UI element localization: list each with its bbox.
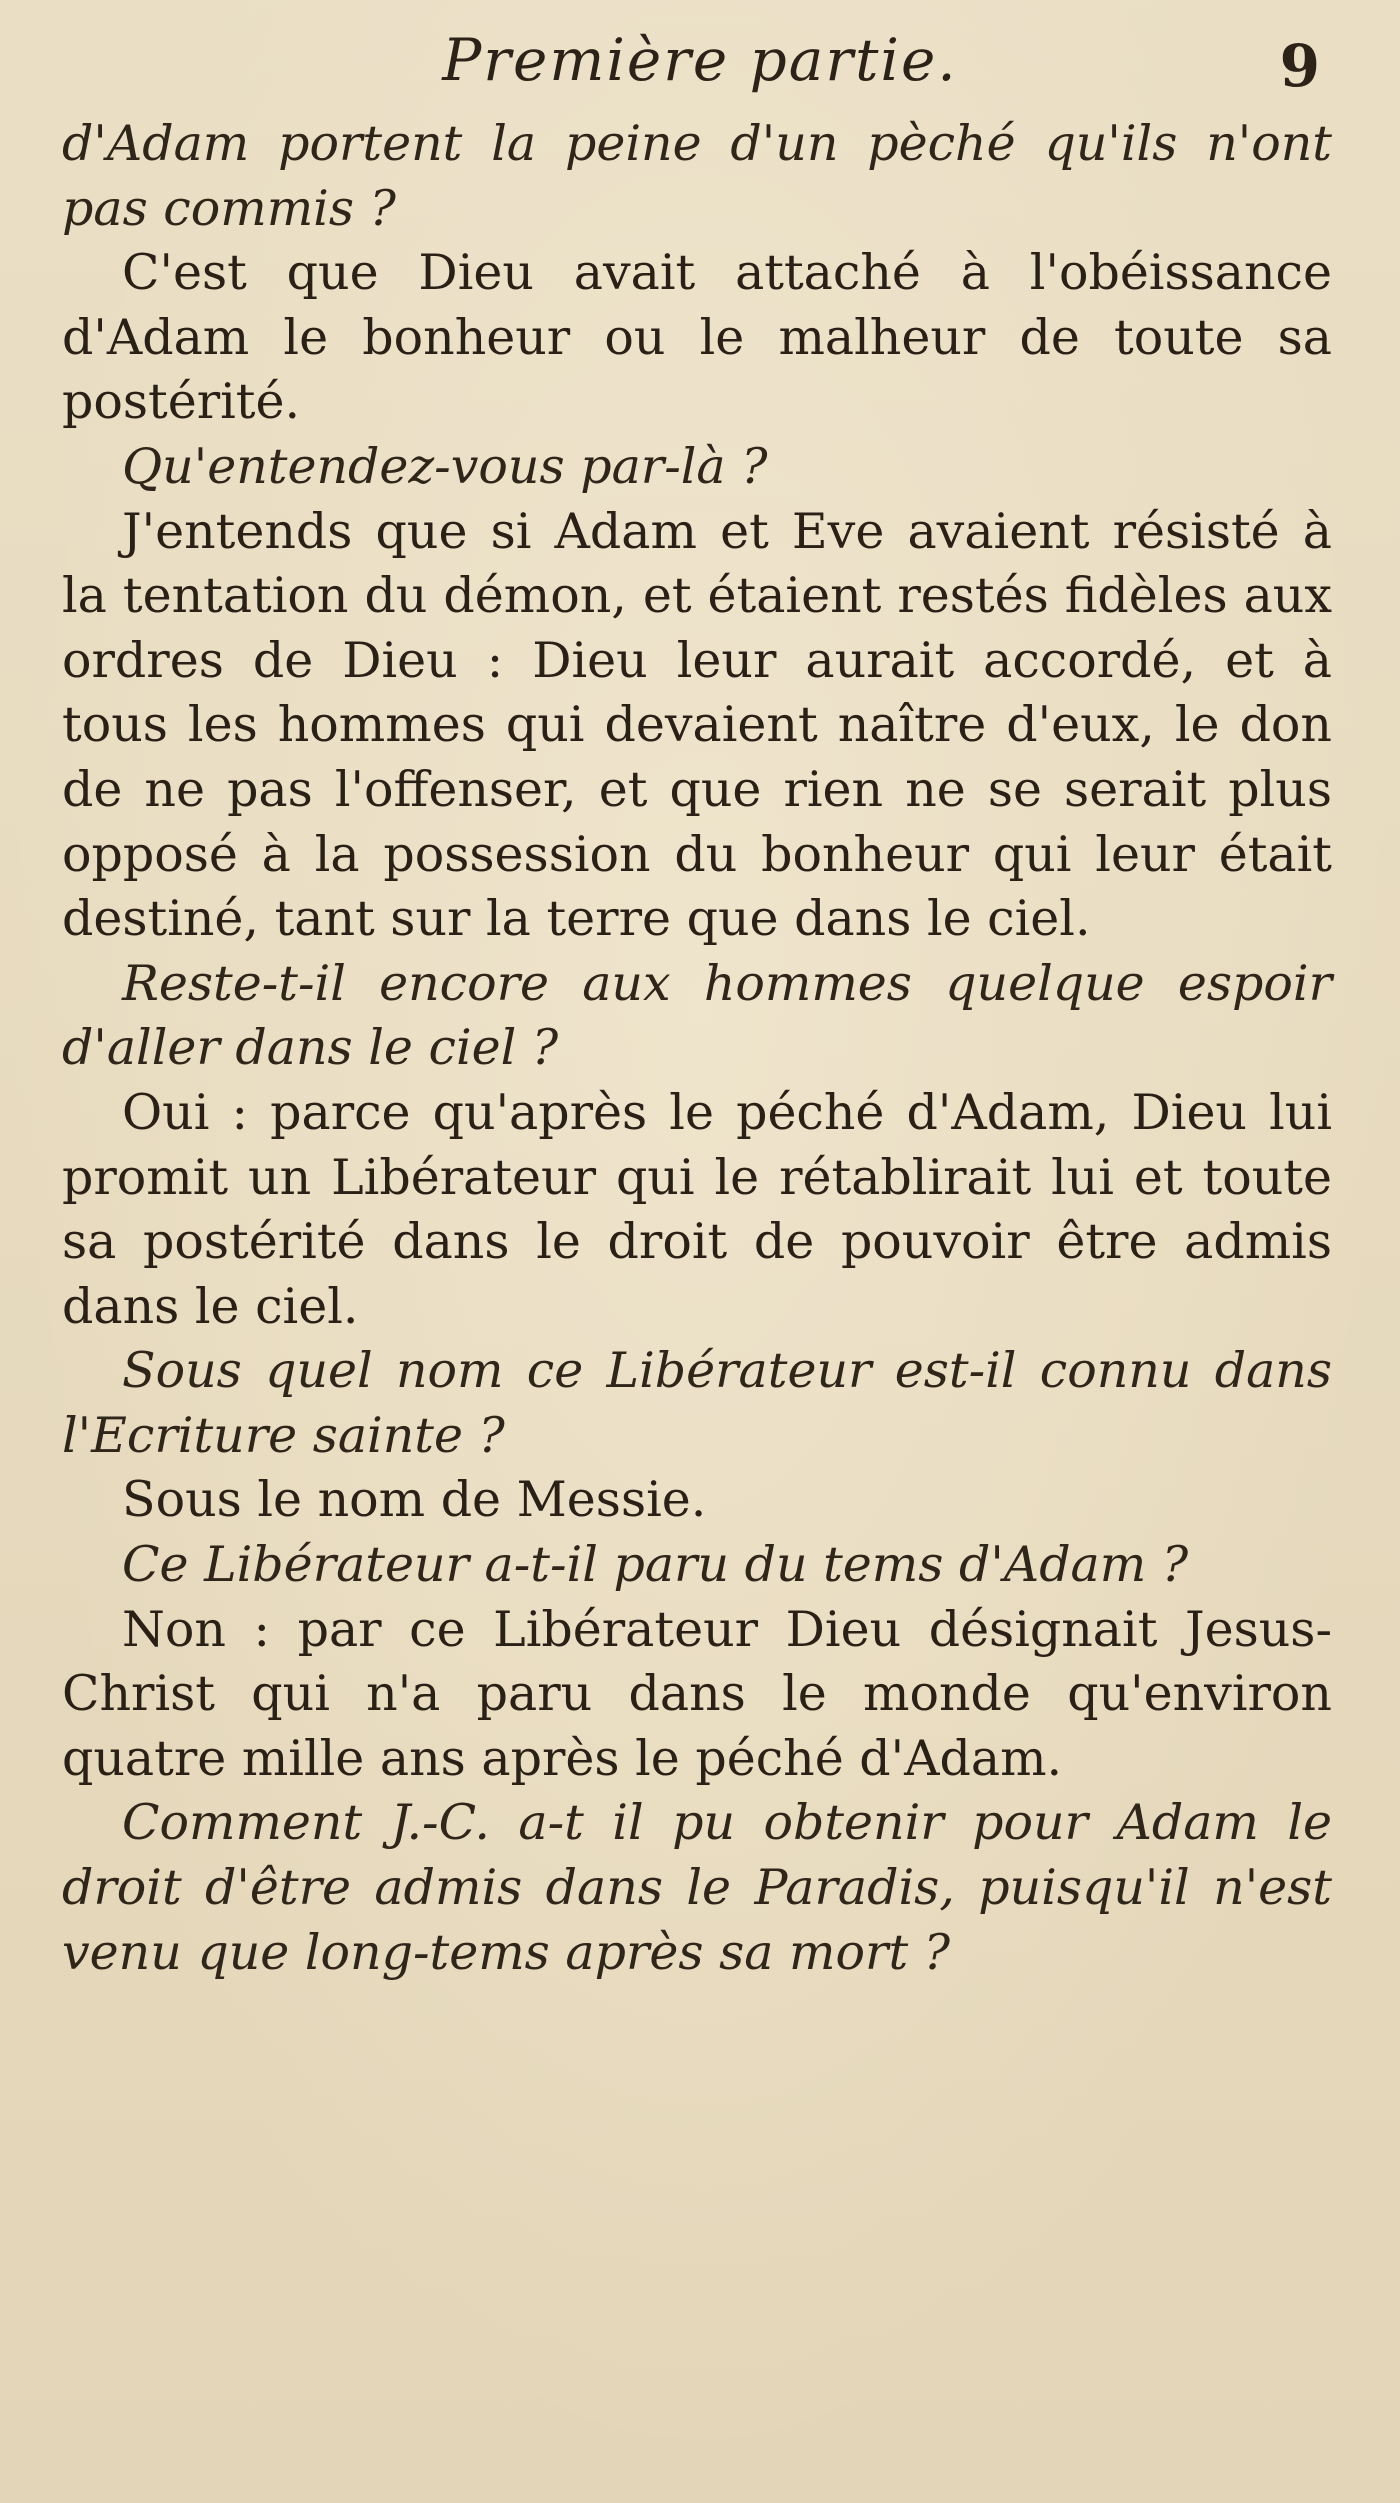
answer-paragraph: Sous le nom de Messie. bbox=[122, 1471, 707, 1529]
answer-paragraph: C'est que Dieu avait attaché à l'obéissance d'Adam le bonheur ou le malheur de toute sa postérité. bbox=[62, 244, 1332, 431]
answer-paragraph: J'entends que si Adam et Eve avaient résisté à la tentation du démon, et étaient restés fidèles aux ordres de Dieu : Dieu leur aurait accordé, et à tous les hommes qui devaient naître d'eux, le don de ne pas l'offenser, et que rien ne se serait plus opposé à la possession du bonheur qui leur était destiné, tant sur la terre que dans le ciel. bbox=[62, 502, 1332, 948]
page-number: 9 bbox=[1279, 32, 1320, 100]
running-head: Première partie. bbox=[442, 26, 958, 94]
page-body bbox=[62, 112, 1332, 1985]
question-paragraph: Ce Libérateur a-t-il paru du tems d'Adam ? bbox=[122, 1536, 1189, 1594]
question-paragraph: Qu'entendez-vous par-là ? bbox=[122, 437, 768, 495]
question-continued: d'Adam portent la peine d'un pèché qu'ils n'ont pas commis ? bbox=[62, 115, 1332, 237]
question-paragraph: Sous quel nom ce Libérateur est-il connu dans l'Ecriture sainte ? bbox=[62, 1342, 1332, 1464]
question-paragraph: Comment J.-C. a-t il pu obtenir pour Adam le droit d'être admis dans le Paradis, puisqu'il n'est venu que long-tems après sa mort ? bbox=[62, 1794, 1332, 1981]
question-paragraph: Reste-t-il encore aux hommes quelque espoir d'aller dans le ciel ? bbox=[62, 954, 1332, 1077]
answer-paragraph: Oui : parce qu'après le péché d'Adam, Dieu lui promit un Libérateur qui le rétablirait lui et toute sa postérité dans le droit de pouvoir être admis dans le ciel. bbox=[62, 1083, 1332, 1335]
answer-paragraph: Non : par ce Libérateur Dieu désignait Jesus-Christ qui n'a paru dans le monde qu'environ quatre mille ans après le péché d'Adam. bbox=[62, 1600, 1332, 1787]
